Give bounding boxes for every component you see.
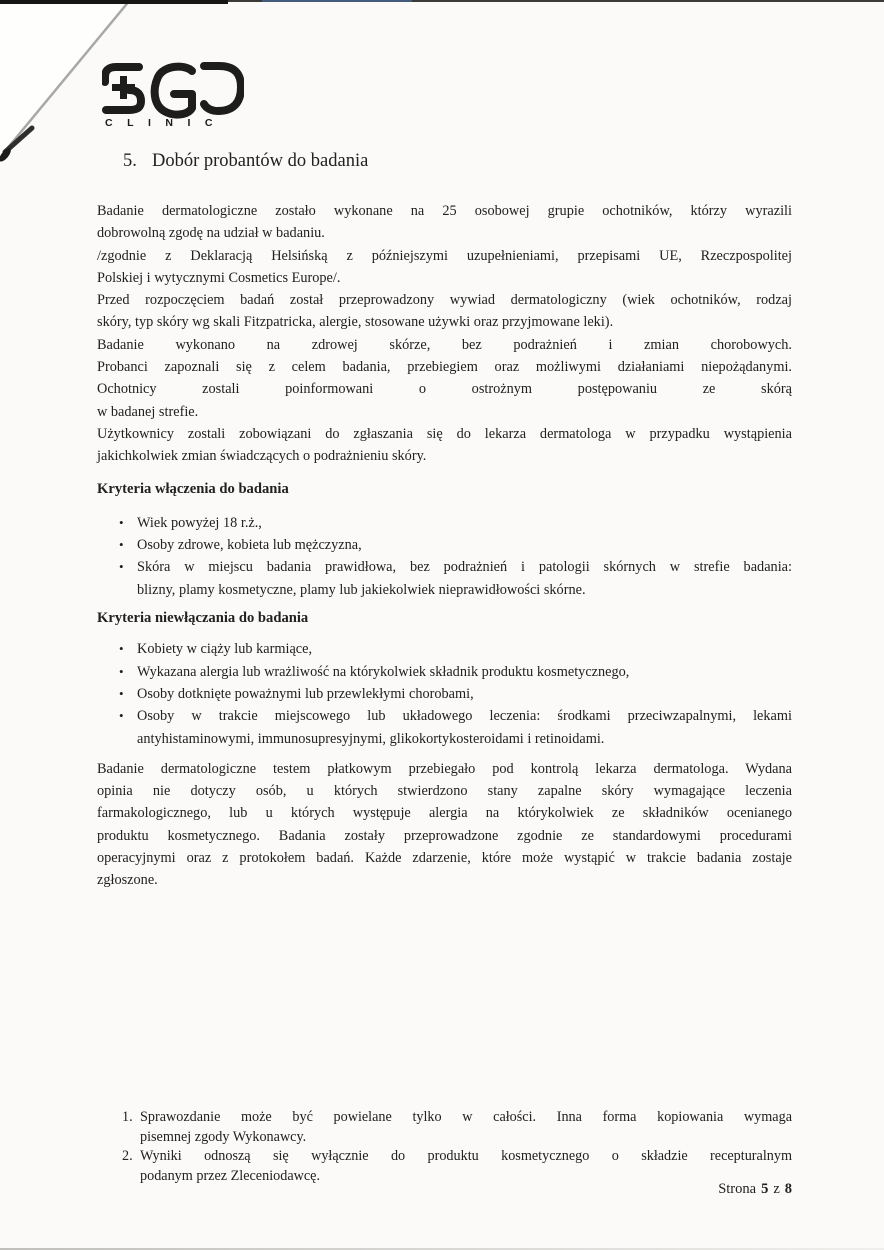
bullet-icon: •: [119, 663, 124, 679]
paragraph-line: Użytkownicy zostali zobowiązani do zgłaszania się do lekarza dermatologa w przypadku wystąpienia: [97, 425, 792, 442]
scanner-edge-top-tint: [262, 0, 412, 2]
bullet-item: • Wykazana alergia lub wrażliwość na którykolwiek składnik produktu kosmetycznego,: [97, 661, 792, 683]
exclusion-criteria-list: [97, 638, 792, 749]
bullet-icon: •: [119, 537, 124, 553]
logo-letter-d: [204, 66, 241, 111]
page-number-current: 5: [761, 1181, 769, 1197]
page-number-separator: z: [773, 1181, 780, 1197]
page-footer: [718, 1179, 792, 1199]
bullet-item: • Skóra w miejscu badania prawidłowa, bez podrażnień i patologii skórnych w strefie badania: blizny, plamy kosmetyczne, plamy lub jakiekolwiek nieprawidłowości skórne.: [97, 556, 792, 601]
footnote-number: 1.: [122, 1109, 133, 1125]
exclusion-criteria-heading: Kryteria niewłączania do badania: [97, 610, 309, 627]
bullet-icon: •: [119, 559, 124, 575]
paragraph-line: farmakologicznego, lub u których występuje alergia na którykolwiek ze składników ocenianego: [97, 805, 792, 822]
intro-paragraph: [97, 200, 792, 468]
section-heading: [123, 148, 792, 174]
inclusion-criteria-list: [97, 512, 792, 601]
paragraph-line: Badanie wykonano na zdrowej skórze, bez podrażnień i zmian chorobowych.: [97, 336, 792, 353]
paragraph-line: zgłoszone.: [97, 872, 158, 889]
section-number: 5.: [123, 151, 137, 171]
footnotes: [97, 1108, 792, 1186]
inclusion-criteria-heading: Kryteria włączenia do badania: [97, 480, 289, 497]
clinic-wordmark: CLINIC: [105, 117, 227, 128]
footnote-item: [97, 1147, 792, 1186]
bullet-item: • Osoby w trakcie miejscowego lub układowego leczenia: środkami przeciwzapalnymi, lekami antyhistaminowymi, immunosupresyjnymi, glikokortykosteroidami i retinoidami.: [97, 705, 792, 750]
footnote-line: Sprawozdanie może być powielane tylko w całości. Inna forma kopiowania wymaga: [140, 1109, 792, 1125]
section-title: Dobór probantów do badania: [152, 151, 369, 171]
scanner-edge-top-dark: [0, 0, 228, 4]
page-number-total: 8: [784, 1181, 792, 1197]
paragraph-line: Badanie dermatologiczne zostało wykonane na 25 osobowej grupie ochotników, którzy wyrazili: [97, 203, 792, 219]
paragraph-line: Badanie dermatologiczne testem płatkowym przebiegało pod kontrolą lekarza dermatologa. Wydana: [97, 760, 792, 777]
bullet-item: • Osoby zdrowe, kobieta lub mężczyzna,: [97, 534, 792, 556]
paragraph-line: Probanci zapoznali się z celem badania, przebiegiem oraz możliwymi działaniami niepożądanymi.: [97, 359, 792, 376]
paragraph-line: Ochotnicy zostali poinformowani o ostrożnym postępowaniu ze skórą: [97, 381, 792, 398]
paragraph-line: dobrowolną zgodę na udział w badaniu.: [97, 225, 325, 242]
footnote-item: [97, 1108, 792, 1147]
bullet-item: • Wiek powyżej 18 r.ż.,: [97, 512, 792, 534]
paragraph-line: w badanej strefie.: [97, 403, 199, 420]
paragraph-line: Przed rozpoczęciem badań został przeprowadzony wywiad dermatologiczny (wiek ochotników, rodzaj: [97, 292, 792, 309]
bullet-icon: •: [119, 708, 124, 724]
paragraph-line: skóry, typ skóry wg skali Fitzpatricka, alergie, stosowane używki oraz przyjmowane leki).: [97, 314, 614, 331]
paragraph-line: produktu kosmetycznego. Badania zostały przeprowadzone zgodnie ze standardowymi procedurami: [97, 827, 792, 844]
footnote-line: podanym przez Zleceniodawcę.: [140, 1167, 321, 1184]
bullet-icon: •: [119, 514, 124, 530]
paragraph-line: operacyjnymi oraz z protokołem badań. Każde zdarzenie, które może wystąpić w trakcie badania zostaje: [97, 850, 792, 867]
page-content: [97, 0, 792, 892]
bullet-item: • Osoby dotknięte poważnymi lub przewlekłymi chorobami,: [97, 683, 792, 705]
closing-paragraph: [97, 758, 792, 892]
footnote-line: Wyniki odnoszą się wyłącznie do produktu kosmetycznego o składzie recepturalnym: [140, 1148, 792, 1164]
page-number-label: Strona: [718, 1181, 757, 1197]
paragraph-line: /zgodnie z Deklaracją Helsińską z późniejszymi uzupełnieniami, przepisami UE, Rzeczpospolitej: [97, 247, 792, 264]
page-corner-fold-artifact: [0, 0, 165, 175]
bullet-icon: •: [119, 685, 124, 701]
bullet-icon: •: [119, 641, 124, 657]
paragraph-line: opinia nie dotyczy osób, u których stwierdzono stany zapalne skóry wymagające leczenia: [97, 783, 792, 800]
paragraph-line: Polskiej i wytycznymi Cosmetics Europe/.: [97, 269, 341, 286]
paragraph-line: jakichkolwiek zmian świadczących o podrażnieniu skóry.: [97, 448, 427, 465]
footnote-line: pisemnej zgody Wykonawcy.: [140, 1128, 307, 1145]
footnote-number: 2.: [122, 1148, 133, 1164]
bullet-item: • Kobiety w ciąży lub karmiące,: [97, 638, 792, 660]
